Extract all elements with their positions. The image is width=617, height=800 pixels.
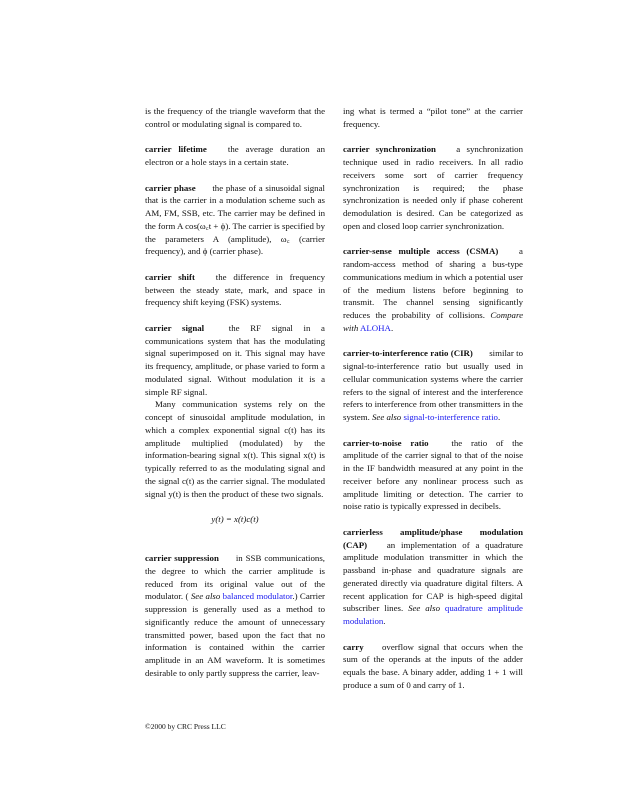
left-column [145, 105, 325, 692]
term: carrier-sense multiple access (CSMA) [343, 246, 499, 257]
entry-cir [343, 347, 523, 424]
term: carrier shift [145, 271, 195, 282]
definition: a synchronization technique used in radio receivers. In all radio receivers some sort of carrier frequency synchronization is required; the phase synchronization is needed only if phase coherent demodulation is desired. Can be categorized as open and closed loop carrier synchronization. [343, 144, 524, 231]
definition: in SSB communications, the degree to which the carrier amplitude is reduced from its original value out of the modulator. ( [145, 553, 325, 602]
definition-cont: .) Carrier suppression is generally used as a method to significantly reduce the amount of unnecessary transmitted power, based upon the fact that no information is contained within the carrier amplitude in an AM waveform. It is sometimes desirable to only partly suppress the carrier, leav- [145, 591, 325, 678]
definition: the difference in frequency between the steady state, mark, and space in frequency shift keying (FSK) systems. [145, 271, 325, 308]
term: carrier phase [145, 182, 196, 193]
right-column [343, 105, 523, 704]
term: carrierless amplitude/phase modulation (CAP) [343, 526, 523, 550]
entry-carrier-suppression [145, 552, 325, 680]
entry-carrier-phase [145, 182, 325, 259]
definition: the phase of a sinusoidal signal that is the carrier in a modulation scheme such as AM, FM, SSB, etc. The carrier may be defined in the form A cos(ω꜀t + ϕ). The carrier is specified by the parameters A (amplitude), ω꜀ (carrier frequency), and ϕ (carrier phase). [145, 182, 325, 257]
definition: the average duration an electron or a hole stays in a certain state. [145, 144, 325, 167]
entry-carrier-synchronization [343, 143, 523, 232]
paragraph: Many communication systems rely on the concept of sinusoidal amplitude modulation, in which a complex exponential signal c(t) has its amplitude multiplied (modulated) by the information-bearing signal x(t). This signal x(t) is typically referred to as the modulating signal and the signal c(t) as the carrier signal. The modulated signal y(t) is then the product of these two signals. [145, 399, 325, 499]
entry-carrier-signal [145, 322, 325, 399]
definition: the RF signal in a communications system that has the modulating signal superimposed on it. This signal may have its frequency, amplitude, or phase varied to form a modulated signal. Without modulation it is a simple RF signal. [145, 322, 325, 397]
term: carrier-to-interference ratio (CIR) [343, 348, 473, 359]
link-balanced-modulator[interactable]: balanced modulator [222, 591, 293, 602]
entry-carrier-lifetime [145, 143, 325, 169]
tail: . [497, 412, 501, 422]
continued-text: is the frequency of the triangle waveform that the control or modulating signal is compared to. [145, 106, 325, 129]
tail: . [390, 322, 394, 333]
definition: an implementation of a quadrature amplitude modulation transmitter in which the passband in-phase and quadrature signals are generated directly via quadrature digital filters. A recent application for CAP is high-speed digital subscriber lines. [343, 539, 523, 614]
entry-csma [343, 245, 523, 334]
term: carry [343, 641, 364, 652]
entry-carrier-to-noise-ratio [343, 437, 523, 514]
definition: similar to signal-to-interference ratio but usually used in cellular communication systems where the carrier refers to the signal of interest and the interference refers to interference from other transmitters in the system. [343, 348, 524, 422]
tail: . [383, 616, 386, 626]
term: carrier signal [145, 322, 205, 333]
link-quadrature-amplitude-modulation[interactable]: quadrature amplitude modulation [343, 603, 523, 626]
definition: overflow signal that occurs when the sum of the operands at the inputs of the adder equals the base. A binary adder, adding 1 + 1 will produce a sum of 0 and carry of 1. [343, 641, 523, 690]
definition: a random-access method of sharing a bus-type communications medium in which a potential user of the medium listens before beginning to transmit. The channel sensing significantly reduces the probability of collisions. [343, 246, 523, 320]
term: carrier lifetime [145, 144, 207, 155]
entry-cap [343, 526, 523, 628]
term: carrier-to-noise ratio [343, 437, 429, 448]
link-signal-to-interference-ratio[interactable]: signal-to-interference ratio [403, 412, 498, 422]
copyright-footer: ©2000 by CRC Press LLC [145, 722, 226, 731]
definition: the ratio of the amplitude of the carrier signal to that of the noise in the IF bandwidth measured at any point in the receiver before any nonlinear process such as amplitude limiting or detection. The carrier to noise ratio is typically expressed in decibels. [343, 437, 523, 512]
see-also-label: See also [372, 412, 402, 422]
continued-text: ing what is termed a “pilot tone” at the carrier frequency. [343, 106, 523, 129]
see-also-label: See also [408, 603, 440, 614]
entry-carrier-shift [145, 271, 325, 309]
equation: y(t) = x(t)c(t) [211, 514, 259, 525]
term: carrier synchronization [343, 144, 436, 155]
link-aloha[interactable]: ALOHA [359, 322, 391, 333]
compare-label: Compare with [343, 310, 523, 333]
see-also-label: See also [190, 591, 221, 602]
entry-carry [343, 641, 523, 692]
term: carrier suppression [145, 553, 219, 563]
